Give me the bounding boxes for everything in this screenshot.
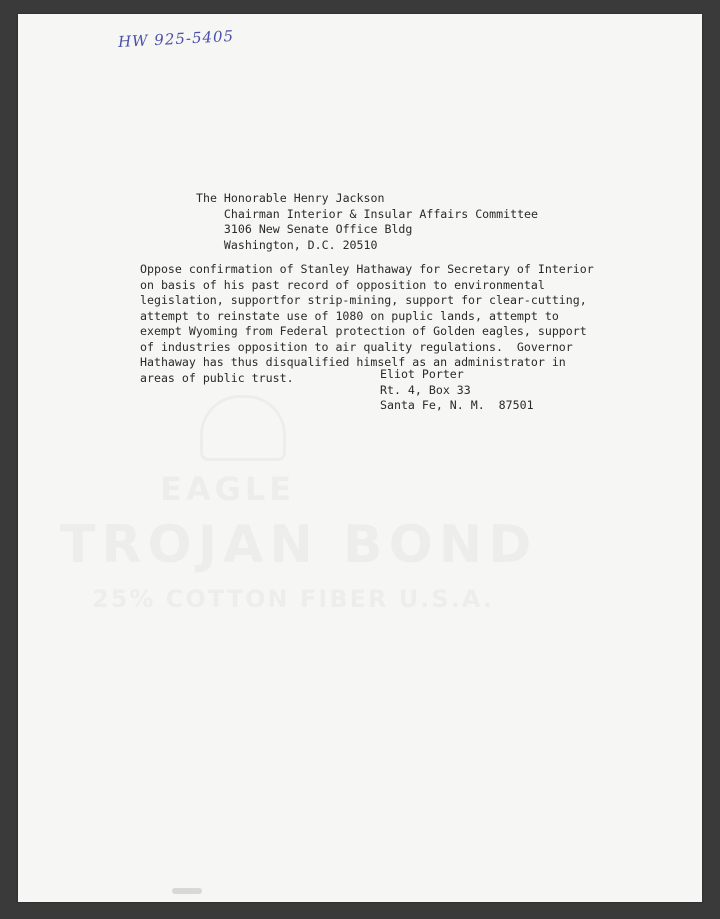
paper-scuff (172, 888, 202, 894)
watermark-line-3 (92, 585, 494, 613)
body-line: attempt to reinstate use of 1080 on puplic lands, attempt to (140, 308, 559, 323)
sender-city: Santa Fe, N. M. 87501 (380, 398, 534, 412)
body-line: Hathaway has thus disqualified himself as an administrator in (140, 355, 566, 369)
sender-address: Rt. 4, Box 33 (380, 382, 471, 397)
addressee-office: 3106 New Senate Office Bldg (196, 222, 413, 236)
body-line: legislation, supportfor strip-mining, support for clear-cutting, (140, 293, 587, 307)
handwritten-phone-note: HW 925-5405 (117, 26, 235, 52)
addressee-title: Chairman Interior & Insular Affairs Committee (196, 206, 539, 221)
sender-name: Eliot Porter (380, 367, 464, 381)
signature-block (380, 367, 534, 414)
watermark-emblem (200, 395, 286, 461)
body-line: exempt Wyoming from Federal protection of Golden eagles, support (140, 324, 587, 338)
addressee-block (196, 191, 538, 253)
watermark-line-1 (160, 470, 295, 508)
addressee-name: The Honorable Henry Jackson (196, 191, 385, 205)
body-line: of industries opposition to air quality regulations. Governor (140, 339, 573, 354)
letter-page (18, 14, 702, 902)
watermark-line-2 (60, 515, 537, 575)
body-line: areas of public trust. (140, 370, 294, 385)
addressee-city: Washington, D.C. 20510 (196, 237, 378, 252)
body-line: Oppose confirmation of Stanley Hathaway for Secretary of Interior (140, 262, 594, 276)
body-line: on basis of his past record of opposition to environmental (140, 277, 545, 292)
